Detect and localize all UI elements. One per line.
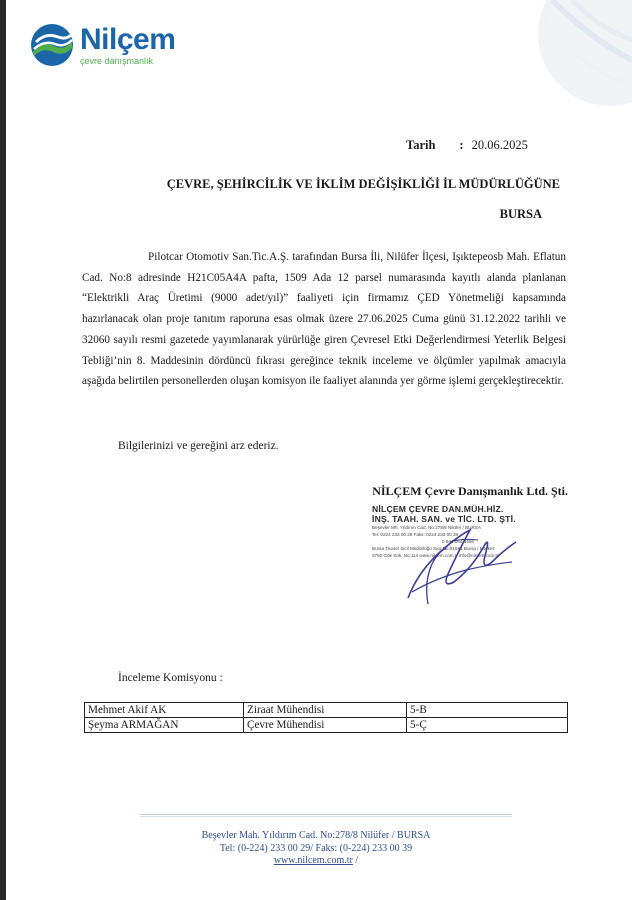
member-title: Ziraat Mühendisi — [244, 703, 407, 718]
handwritten-signature — [388, 512, 538, 612]
stamp-detail-line: Tel: 0224 233 00 29 Faks: 0224 233 00 39 — [372, 532, 459, 537]
stamp-line-1: NİLÇEM ÇEVRE DAN.MÜH.HİZ. — [372, 504, 504, 514]
member-title: Çevre Mühendisi — [244, 718, 407, 733]
footer-website-suffix: / — [352, 855, 359, 866]
stamp-line-2: İNŞ. TAAH. SAN. ve TİC. LTD. ŞTİ. — [372, 514, 516, 524]
closing-sentence: Bilgilerinizi ve gereğini arz ederiz. — [118, 440, 279, 452]
letter-body-paragraph: Pilotcar Otomotiv San.Tic.A.Ş. tarafından Bursa İli, Nilüfer İlçesi, Işıktepeosb Mah. Eflatun Cad. No:8 adresinde H21C05A4A pafta, 1509 Ada 12 parsel numarasında kayıtlı alanda planlanan “Elektrikli Araç Üretimi (9000 adet/yıl)” faaliyeti için firmamız ÇED Yönetmeliği kapsamında hazırlanacak olan proje tanıtım raporuna esas olmak üzere 27.06.2025 Cuma günü 31.12.2022 tarihli ve 32060 sayılı resmi gazetede yayımlanarak yürürlüğe giren Çevresel Etki Değerlendirmesi Yeterlik Belgesi Tebliği’nin 8. Maddesinin dördüncü fıkrası gereğince teknik inceleme ve ölçümler yapılmak amacıyla aşağıda belirtilen personellerden oluşan komisyon ile faaliyet alanında yer görme işlemi gerçekleştirecektir. — [82, 251, 566, 388]
stamp-detail-line: Bursa Ticaret Sicil Müdürlüğü Sicil No:81591 Bursa / Merkez — [372, 546, 495, 551]
table-row — [85, 703, 568, 718]
company-logo — [28, 22, 175, 68]
page-left-edge — [0, 0, 6, 900]
signing-company-name: NİLÇEM Çevre Danışmanlık Ltd. Şti. — [372, 484, 568, 498]
date-row — [406, 138, 528, 153]
committee-label: İnceleme Komisyonu : — [118, 672, 223, 684]
decorative-corner-graphic — [482, 0, 632, 110]
member-name: Mehmet Akif AK — [85, 703, 244, 718]
date-separator: : — [459, 138, 464, 152]
member-code: 5-B — [407, 703, 568, 718]
footer-phone: Tel: (0-224) 233 00 29/ Faks: (0-224) 233 00 39 — [219, 842, 413, 854]
logo-name: Nilçem — [80, 22, 176, 56]
logo-subtitle: çevre danışmanlık — [80, 55, 154, 66]
footer-website-line — [0, 855, 632, 868]
addressee-title: ÇEVRE, ŞEHİRCİLİK VE İKLİM DEĞİŞİKLİĞİ İL MÜDÜRLÜĞÜNE — [166, 177, 560, 191]
footer-address: Beşevler Mah. Yıldırım Cad. No:278/8 Nilüfer / BURSA — [201, 830, 431, 841]
footer — [0, 830, 632, 868]
footer-divider — [140, 814, 512, 815]
member-code: 5-Ç — [407, 718, 568, 733]
table-row — [85, 718, 568, 733]
committee-table — [84, 702, 568, 733]
stamp-detail-line: 0 541 064 3456 — [442, 539, 474, 544]
stamp-detail-line: 3750 Gök Sok. No:114 www.nilcem.com.tr info@nilcem.com.tr — [372, 553, 499, 558]
wave-logo-icon — [28, 22, 76, 68]
member-name: Şeyma ARMAĞAN — [85, 718, 244, 733]
stamp-detail-line: Beşevler Mh. Yıldırım Cad. No:278/8 Nilüfer / BURSA — [372, 525, 481, 530]
footer-website-link[interactable]: www.nilcem.com.tr — [273, 855, 353, 866]
date-value: 20.06.2025 — [471, 138, 528, 152]
addressee-city: BURSA — [499, 207, 542, 221]
date-label: Tarih — [406, 138, 436, 152]
